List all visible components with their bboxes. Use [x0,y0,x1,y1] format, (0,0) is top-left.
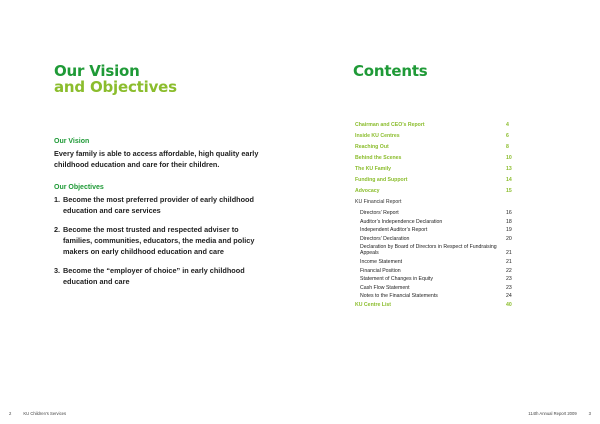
toc-label: Reaching Out [355,144,389,150]
title-line-2: and Objectives [54,78,177,96]
contents-title [353,63,428,79]
objective-item [54,224,269,257]
title-line-1: Our Vision [54,62,140,80]
toc-page: 21 [506,250,512,257]
objective-item [54,194,269,216]
toc-label: The KU Family [355,166,392,172]
toc-label: Statement of Changes in Equity [360,276,433,283]
toc-subentry[interactable] [360,276,520,282]
toc-label: Auditor’s Independence Declaration [360,218,443,225]
vision-heading: Our Vision [54,138,90,145]
toc-page: 8 [506,144,509,150]
toc-subentry[interactable] [360,285,520,291]
toc-label: Directors’ Report [360,210,399,216]
toc-entry[interactable] [355,166,520,172]
toc-label: Behind the Scenes [355,155,402,161]
toc-entry[interactable] [355,122,520,128]
objectives-list [54,194,269,295]
toc-label: Chairman and CEO’s Report [355,122,425,128]
toc-page: 23 [506,284,512,291]
objective-item [54,265,269,287]
table-of-contents [355,122,520,313]
objective-number: 3. [54,266,61,275]
toc-page: 6 [506,133,509,139]
left-footer [9,411,66,416]
toc-page: 40 [506,302,512,309]
toc-financial-subitems [360,210,520,299]
toc-label: Financial Position [360,267,401,274]
toc-label: Income Statement [360,258,403,265]
toc-entry[interactable] [355,177,520,183]
right-page [300,0,600,424]
toc-page: 24 [506,293,512,300]
toc-subentry[interactable] [360,244,520,256]
toc-label: Inside KU Centres [355,133,400,139]
toc-label: KU Centre List [355,302,392,309]
vision-objectives-title [54,63,177,95]
toc-subentry[interactable] [360,210,520,216]
toc-page: 13 [506,166,512,172]
toc-subentry[interactable] [360,293,520,299]
toc-page: 18 [506,218,512,225]
toc-page: 20 [506,235,512,242]
toc-financial-heading[interactable] [355,199,520,205]
toc-page: 22 [506,267,512,274]
toc-subentry[interactable] [360,259,520,265]
toc-label: Advocacy [355,188,380,194]
objectives-heading: Our Objectives [54,184,104,191]
page-number: 2 [9,411,12,416]
toc-page: 21 [506,258,512,265]
right-footer [528,411,591,416]
toc-page: 10 [506,155,512,161]
toc-label: KU Financial Report [355,199,402,205]
toc-subentry[interactable] [360,268,520,274]
toc-page: 23 [506,276,512,283]
toc-entry[interactable] [355,144,520,150]
vision-text: Every family is able to access affordable, high quality early childhood education and care for their children. [54,149,259,169]
objective-text: Become the “employer of choice” in early childhood education and care [63,266,245,286]
toc-subentry[interactable] [360,219,520,225]
objective-number: 1. [54,195,61,204]
toc-entry[interactable] [355,302,520,308]
toc-subentry[interactable] [360,227,520,233]
objective-number: 2. [54,225,61,234]
contents-heading: Contents [353,62,428,80]
page-number: 3 [588,411,591,416]
footer-text: 114th Annual Report 2009 [528,411,577,416]
toc-label: Directors’ Declaration [360,235,410,242]
toc-label: Funding and Support [355,177,408,183]
footer-text: KU Children’s Services [23,411,67,416]
toc-label: Independent Auditor’s Report [360,227,428,234]
toc-label: Notes to the Financial Statements [360,293,438,300]
toc-page: 16 [506,210,512,216]
toc-page: 19 [506,227,512,234]
toc-page: 4 [506,122,509,128]
toc-page: 15 [506,188,512,194]
toc-entry[interactable] [355,155,520,161]
objective-text: Become the most preferred provider of early childhood education and care services [63,195,254,215]
toc-subentry[interactable] [360,236,520,242]
objective-text: Become the most trusted and respected adviser to families, communities, educators, the media and policy makers on early childhood education and care [63,225,255,256]
toc-entry[interactable] [355,188,520,194]
toc-entry[interactable] [355,133,520,139]
toc-page: 14 [506,177,512,183]
toc-label: Cash Flow Statement [360,284,410,291]
toc-label: Declaration by Board of Directors in Respect of Fundraising Appeals [360,244,497,257]
